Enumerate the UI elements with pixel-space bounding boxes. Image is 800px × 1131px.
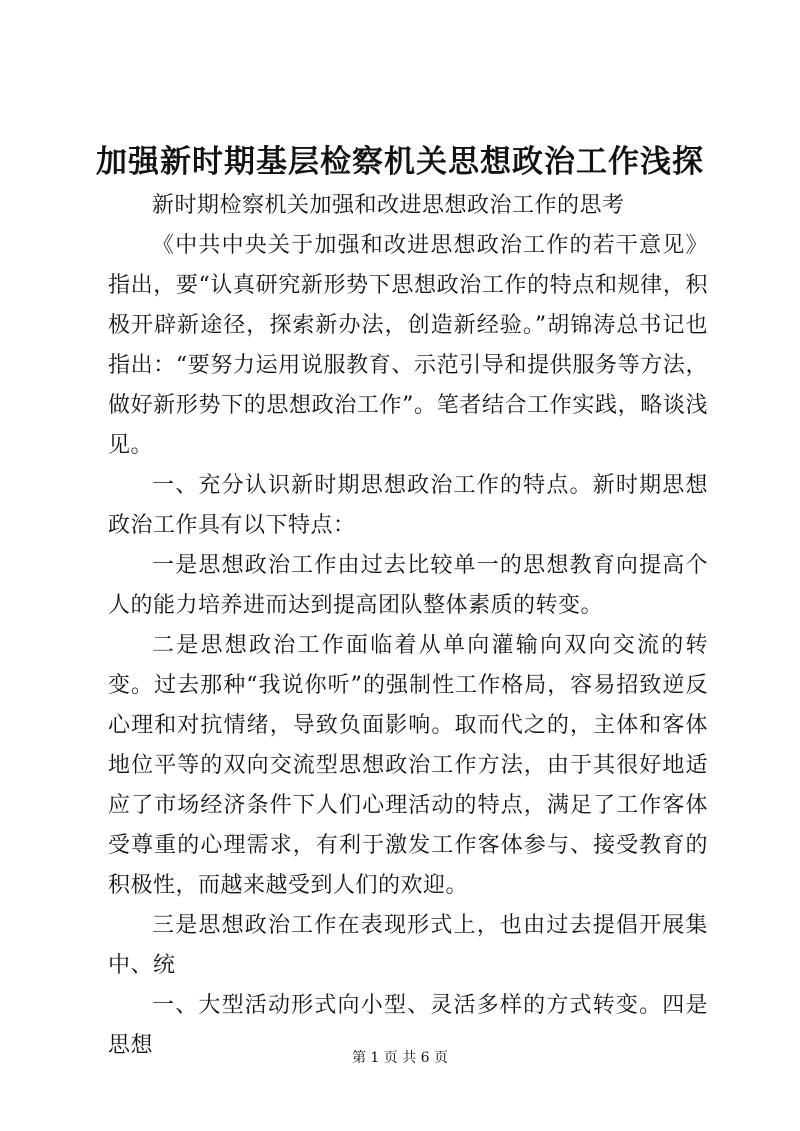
paragraph-intro: 《中共中央关于加强和改进思想政治工作的若干意见》指出，要“认真研究新形势下思想政治工作的特点和规律，积极开辟新途径，探索新办法，创造新经验。”胡锦涛总书记也指出：“要努力运用说服教育、示范引导和提供服务等方法，做好新形势下的思想政治工作”。笔者结合工作实践，略谈浅见。 <box>108 233 708 458</box>
paragraph-point-three: 三是思想政治工作在表现形式上，也由过去提倡开展集中、统 <box>108 913 708 978</box>
paragraph-subtitle: 新时期检察机关加强和改进思想政治工作的思考 <box>152 193 625 218</box>
page-footer: 第 1 页 共 6 页 <box>351 1050 449 1066</box>
paragraph-point-two: 二是思想政治工作面临着从单向灌输向双向交流的转变。过去那种“我说你听”的强制性工作格局，容易招致逆反心理和对抗情绪，导致负面影响。取而代之的，主体和客体地位平等的双向交流型思想政治工作方法，由于其很好地适应了市场经济条件下人们心理活动的特点，满足了工作客体受尊重的心理需求，有利于激发工作客体参与、接受教育的积极性，而越来越受到人们的欢迎。 <box>108 633 708 898</box>
paragraph-continuation: 一、大型活动形式向小型、灵活多样的方式转变。四是思想 <box>108 993 708 1058</box>
paragraph-section-one: 一、充分认识新时期思想政治工作的特点。新时期思想政治工作具有以下特点： <box>108 473 708 538</box>
document-body <box>108 186 708 1066</box>
paragraph-point-one: 一是思想政治工作由过去比较单一的思想教育向提高个人的能力培养进而达到提高团队整体素质的转变。 <box>108 553 708 618</box>
document-title: 加强新时期基层检察机关思想政治工作浅探 <box>96 144 704 180</box>
